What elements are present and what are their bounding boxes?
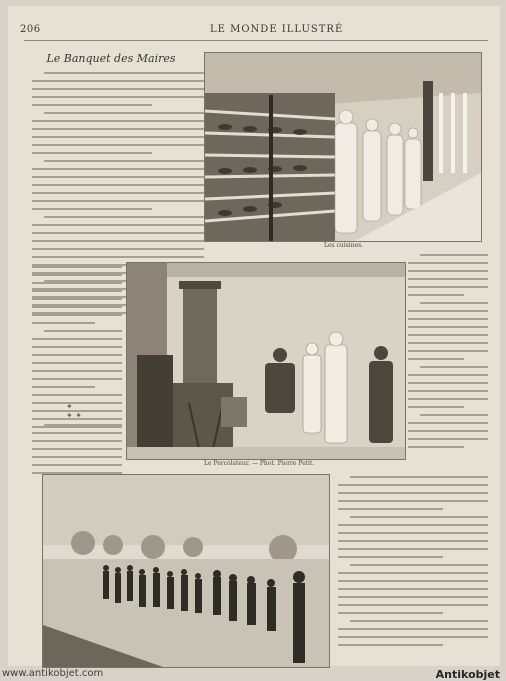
caption-percolateur: Le Percolateur. — Phot. Pierre Petit.: [204, 460, 315, 467]
text-column-left-lower: [32, 424, 122, 480]
procession-illustration: [43, 475, 329, 667]
photo-percolateur: [126, 262, 406, 460]
watermark-url: www.antikobjet.com: [2, 668, 104, 679]
caption-cuisines: Les cuisines.: [324, 242, 364, 249]
article-title: Le Banquet des Maires: [46, 52, 176, 65]
journal-title: LE MONDE ILLUSTRÉ: [210, 24, 344, 35]
photo-cuisines: [204, 52, 482, 242]
kitchen-illustration: [205, 53, 481, 241]
text-column-right-middle: [408, 254, 488, 454]
section-separator-stars: ✦ ✦ ✦: [66, 402, 82, 420]
percolator-illustration: [127, 263, 405, 459]
text-column-right-lower: [338, 476, 488, 652]
photo-procession: [42, 474, 330, 668]
header-rule: [24, 40, 488, 41]
watermark-brand: Antikobjet: [435, 668, 500, 681]
newspaper-page: [8, 6, 500, 666]
page-number: 206: [20, 24, 41, 35]
